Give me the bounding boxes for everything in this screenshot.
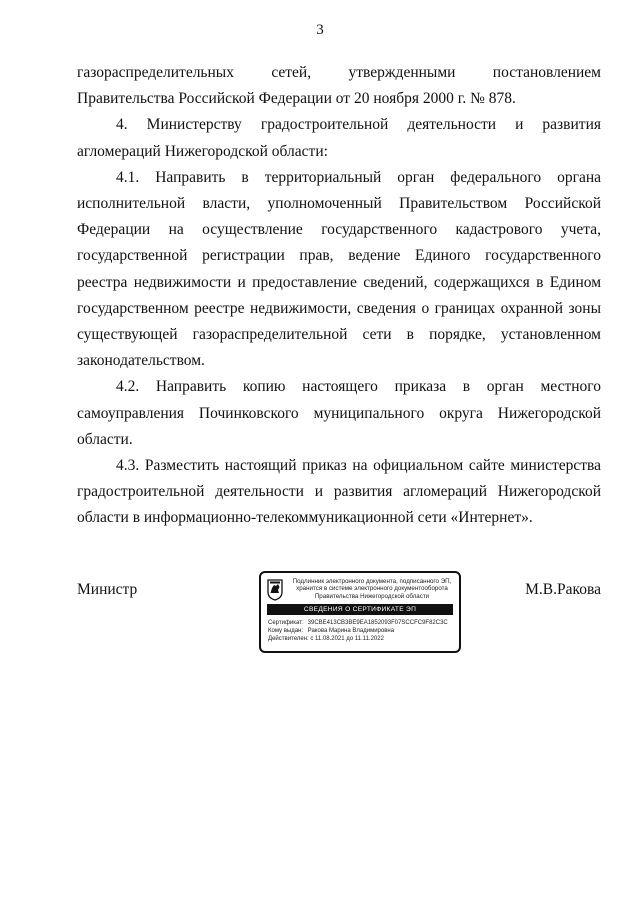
validity-row	[268, 635, 456, 643]
certificate-value: 39CBE413CB3BE9EA1852093F07SCCFC9F82C3C	[307, 620, 448, 626]
certificate-label: Сертификат:	[268, 620, 304, 626]
electronic-signature-stamp	[259, 571, 461, 653]
paragraph-item-4-3: 4.3. Разместить настоящий приказ на официальном сайте министерства градостроительной деятельности и развития агломераций Нижегородской области в информационно-телекоммуникационной сети «Интернет».	[77, 457, 601, 527]
certificate-row	[268, 619, 456, 627]
paragraph-continuation: газораспределительных сетей, утвержденными постановлением Правительства Российской Федерации от 20 ноября 2000 г. № 878.	[77, 64, 601, 108]
coat-of-arms-icon	[267, 579, 283, 601]
issued-to-value: Ракова Марина Владимировна	[307, 628, 395, 634]
page-number: 3	[316, 22, 324, 38]
stamp-details	[268, 619, 456, 643]
issued-to-row	[268, 627, 456, 635]
issued-to-label: Кому выдан:	[268, 628, 304, 634]
document-body	[77, 60, 601, 532]
stamp-certificate-bar: СВЕДЕНИЯ О СЕРТИФИКАТЕ ЭП	[267, 604, 453, 615]
paragraph-item-4-2: 4.2. Направить копию настоящего приказа в орган местного самоуправления Починковского муниципального округа Нижегородской области.	[77, 378, 601, 448]
validity-label: Действителен:	[268, 636, 309, 642]
validity-value: с 11.08.2021 до 11.11.2022	[310, 636, 384, 642]
signatory-name: М.В.Ракова	[525, 581, 601, 598]
paragraph-item-4: 4. Министерству градостроительной деятельности и развития агломераций Нижегородской области:	[77, 116, 601, 160]
signatory-title: Министр	[77, 581, 138, 598]
paragraph-item-4-1: 4.1. Направить в территориальный орган федерального органа исполнительной власти, уполномоченный Правительством Российской Федерации на осуществление государственного кадастрового учета, государственной регистрации прав, ведение Единого государственного реестра недвижимости и предоставление сведений, содержащихся в Едином государственном реестре недвижимости, сведения о границах охранной зоны существующей газораспределительной сети в порядке, установленном законодательством.	[77, 168, 601, 370]
stamp-header-text: Подлинник электронного документа, подписанного ЭП, хранится в системе электронного документооборота Правительства Нижегородской области	[292, 578, 452, 600]
signature-block	[77, 572, 601, 642]
